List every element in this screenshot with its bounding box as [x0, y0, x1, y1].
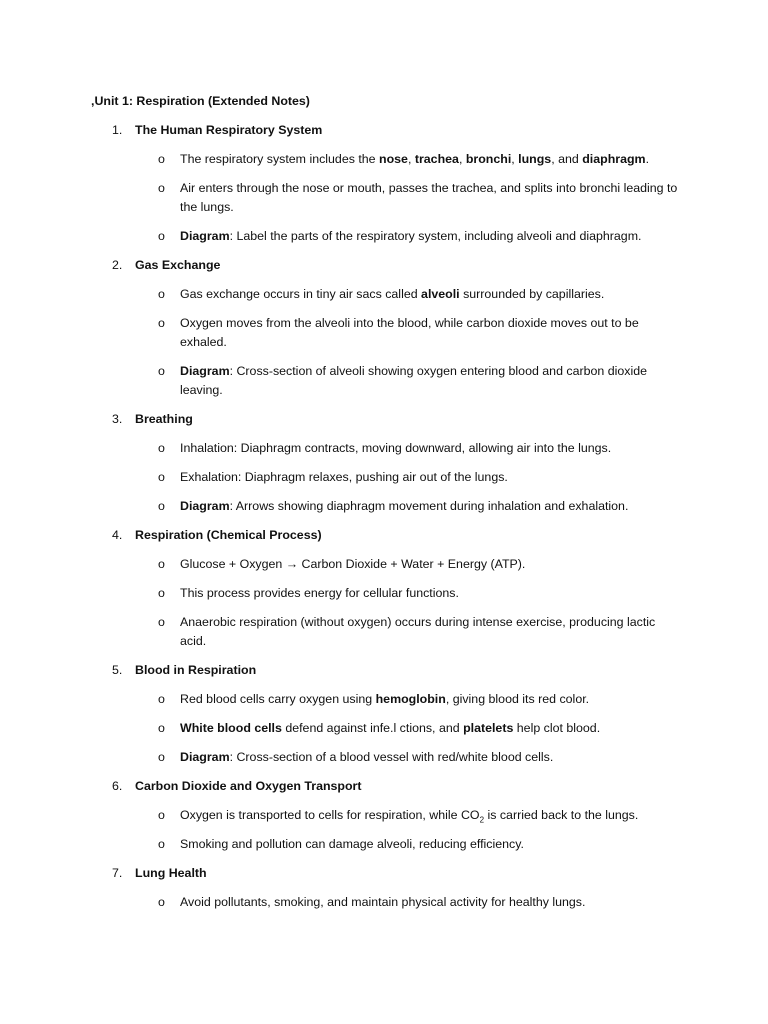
- section-number: 4.: [112, 528, 123, 542]
- section-heading: [0, 410, 768, 429]
- section-title: Breathing: [135, 412, 193, 426]
- bullet-item: [0, 314, 680, 352]
- section-title: The Human Respiratory System: [135, 123, 323, 137]
- section-heading: [0, 121, 768, 140]
- bullet-marker: o: [158, 229, 165, 243]
- bullet-marker: o: [158, 586, 165, 600]
- bullet-marker: o: [158, 615, 165, 629]
- section-title: Respiration (Chemical Process): [135, 528, 322, 542]
- section-7: [0, 864, 768, 912]
- section-list: [0, 121, 768, 922]
- section-number: 6.: [112, 779, 123, 793]
- bullet-marker: o: [158, 499, 165, 513]
- section-title: Gas Exchange: [135, 258, 221, 272]
- section-number: 3.: [112, 412, 123, 426]
- bullet-item: [0, 584, 680, 603]
- section-heading: [0, 777, 768, 796]
- bullet-marker: o: [158, 557, 165, 571]
- bullet-text: Oxygen moves from the alveoli into the blood, while carbon dioxide moves out to be exhaled.: [180, 316, 639, 349]
- section-title: Lung Health: [135, 866, 207, 880]
- bullet-text: Diagram: Cross-section of a blood vessel with red/white blood cells.: [180, 750, 554, 764]
- bullet-item: [0, 439, 680, 458]
- bullet-text: Gas exchange occurs in tiny air sacs called alveoli surrounded by capillaries.: [180, 287, 605, 301]
- section-number: 7.: [112, 866, 123, 880]
- bullet-marker: o: [158, 470, 165, 484]
- section-1: [0, 121, 768, 246]
- bullet-text: Exhalation: Diaphragm relaxes, pushing air out of the lungs.: [180, 470, 508, 484]
- bullet-marker: o: [158, 441, 165, 455]
- section-heading: [0, 526, 768, 545]
- bullet-item: [0, 150, 680, 169]
- bullet-marker: o: [158, 837, 165, 851]
- section-4: [0, 526, 768, 651]
- bullet-item: [0, 285, 680, 304]
- document-title: ,Unit 1: Respiration (Extended Notes): [91, 94, 310, 108]
- bullet-marker: o: [158, 808, 165, 822]
- bullet-text: Glucose + Oxygen → Carbon Dioxide + Water + Energy (ATP).: [180, 557, 526, 571]
- section-title: Carbon Dioxide and Oxygen Transport: [135, 779, 362, 793]
- bullet-marker: o: [158, 316, 165, 330]
- bullet-marker: o: [158, 895, 165, 909]
- bullet-text: Oxygen is transported to cells for respiration, while $CO_2$ is carried back to the lungs.: [180, 808, 639, 825]
- bullet-marker: o: [158, 181, 165, 195]
- bullet-marker: o: [158, 152, 165, 166]
- bullet-item: [0, 468, 680, 487]
- section-2: [0, 256, 768, 400]
- bullet-text: Diagram: Cross-section of alveoli showing oxygen entering blood and carbon dioxide leaving.: [180, 364, 647, 397]
- bullet-text: Avoid pollutants, smoking, and maintain physical activity for healthy lungs.: [180, 895, 586, 909]
- bullet-item: [0, 893, 680, 912]
- section-3: [0, 410, 768, 516]
- bullet-text: This process provides energy for cellular functions.: [180, 586, 459, 600]
- bullet-item: [0, 835, 680, 854]
- section-heading: [0, 864, 768, 883]
- bullet-text: White blood cells defend against infe.l ctions, and platelets help clot blood.: [180, 721, 601, 735]
- bullet-item: [0, 748, 680, 767]
- bullet-text: The respiratory system includes the nose, trachea, bronchi, lungs, and diaphragm.: [180, 152, 650, 166]
- bullet-text: Diagram: Arrows showing diaphragm movement during inhalation and exhalation.: [180, 499, 629, 513]
- bullet-text: Smoking and pollution can damage alveoli, reducing efficiency.: [180, 837, 524, 851]
- section-heading: [0, 661, 768, 680]
- bullet-item: [0, 719, 680, 738]
- bullet-item: [0, 690, 680, 709]
- section-number: 5.: [112, 663, 123, 677]
- bullet-text: Red blood cells carry oxygen using hemoglobin, giving blood its red color.: [180, 692, 590, 706]
- bullet-item: [0, 497, 680, 516]
- section-5: [0, 661, 768, 767]
- section-heading: [0, 256, 768, 275]
- bullet-item: [0, 806, 680, 825]
- bullet-text: Inhalation: Diaphragm contracts, moving downward, allowing air into the lungs.: [180, 441, 612, 455]
- section-title: Blood in Respiration: [135, 663, 257, 677]
- bullet-item: [0, 555, 680, 574]
- bullet-item: [0, 613, 680, 651]
- bullet-item: [0, 362, 680, 400]
- section-number: 1.: [112, 123, 123, 137]
- bullet-marker: o: [158, 750, 165, 764]
- bullet-item: [0, 227, 680, 246]
- bullet-marker: o: [158, 692, 165, 706]
- section-6: [0, 777, 768, 854]
- bullet-marker: o: [158, 287, 165, 301]
- bullet-text: Anaerobic respiration (without oxygen) occurs during intense exercise, producing lactic acid.: [180, 615, 656, 648]
- bullet-marker: o: [158, 364, 165, 378]
- bullet-item: [0, 179, 680, 217]
- bullet-marker: o: [158, 721, 165, 735]
- section-number: 2.: [112, 258, 123, 272]
- bullet-text: Air enters through the nose or mouth, passes the trachea, and splits into bronchi leading to the lungs.: [180, 181, 678, 214]
- bullet-text: Diagram: Label the parts of the respiratory system, including alveoli and diaphragm.: [180, 229, 642, 243]
